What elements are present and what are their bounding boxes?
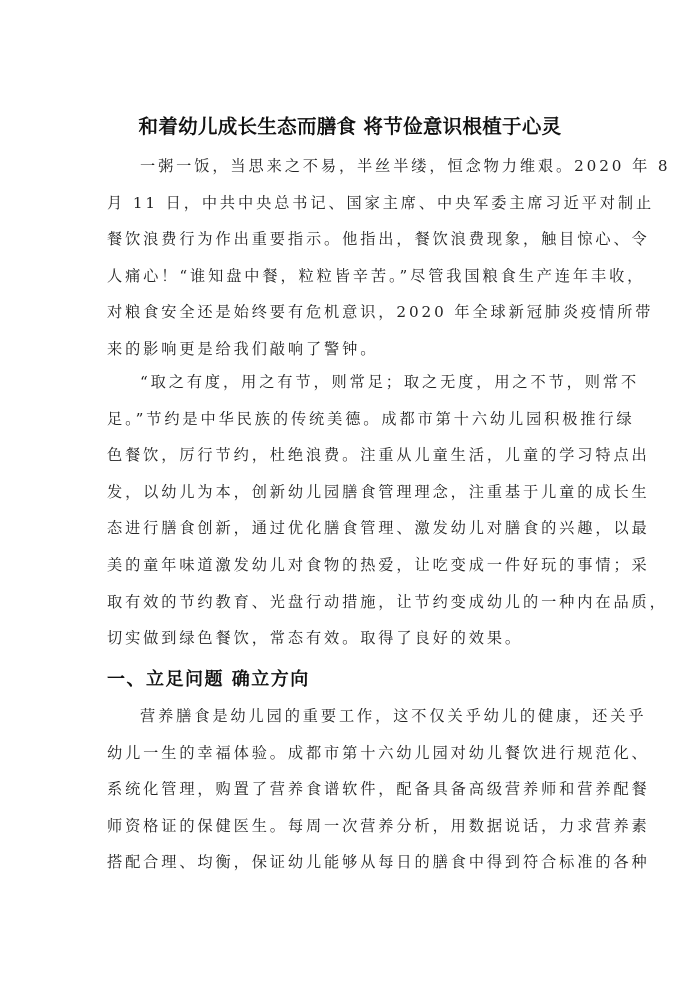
document-title: 和着幼儿成长生态而膳食 将节俭意识根植于心灵: [138, 115, 562, 138]
paragraph-line: 月 11 日，中共中央总书记、国家主席、中央军委主席习近平对制止: [107, 193, 655, 212]
paragraph-line: “取之有度，用之有节，则常足；取之无度，用之不节，则常不: [140, 373, 640, 391]
paragraph-line: 人痛心！“谁知盘中餐，粒粒皆辛苦。”尽管我国粮食生产连年丰收，: [107, 266, 646, 285]
paragraph-line: 来的影响更是给我们敲响了警钟。: [107, 339, 379, 358]
paragraph-line: 色餐饮，厉行节约，杜绝浪费。注重从儿童生活，儿童的学习特点出: [107, 446, 650, 465]
paragraph-line: 一粥一饭，当思来之不易，半丝半缕，恒念物力维艰。2020 年 8: [140, 157, 671, 175]
paragraph-intro: [107, 148, 671, 368]
paragraph-line: 对粮食安全还是始终要有危机意识，2020 年全球新冠肺炎疫情所带: [107, 303, 654, 322]
paragraph-nutrition: [107, 698, 650, 881]
paragraph-line: 足。”节约是中华民族的传统美德。成都市第十六幼儿园积极推行绿: [107, 409, 635, 428]
section-heading: 一、立足问题 确立方向: [107, 669, 310, 690]
paragraph-line: 搭配合理、均衡，保证幼儿能够从每日的膳食中得到符合标准的各种: [107, 853, 650, 872]
paragraph-line: 餐饮浪费行为作出重要指示。他指出，餐饮浪费现象，触目惊心、令: [107, 230, 650, 249]
paragraph-line: 系统化管理，购置了营养食谱软件，配备具备高级营养师和营养配餐: [107, 780, 650, 799]
paragraph-line: 态进行膳食创新，通过优化膳食管理、激发幼儿对膳食的兴趣，以最: [107, 519, 650, 538]
paragraph-line: 幼儿一生的幸福体验。成都市第十六幼儿园对幼儿餐饮进行规范化、: [107, 743, 650, 762]
paragraph-line: 切实做到绿色餐饮，常态有效。取得了良好的效果。: [107, 629, 524, 648]
paragraph-line: 取有效的节约教育、光盘行动措施，让节约变成幼儿的一种内在品质，: [107, 592, 668, 611]
paragraph-line: 美的童年味道激发幼儿对食物的热爱，让吃变成一件好玩的事情；采: [107, 555, 650, 574]
paragraph-line: 师资格证的保健医生。每周一次营养分析，用数据说话，力求营养素: [107, 816, 650, 835]
paragraph-line: 营养膳食是幼儿园的重要工作，这不仅关乎幼儿的健康，还关乎: [140, 707, 647, 725]
paragraph-thrift: [107, 364, 668, 657]
paragraph-line: 发，以幼儿为本，创新幼儿园膳食管理理念，注重基于儿童的成长生: [107, 482, 650, 501]
